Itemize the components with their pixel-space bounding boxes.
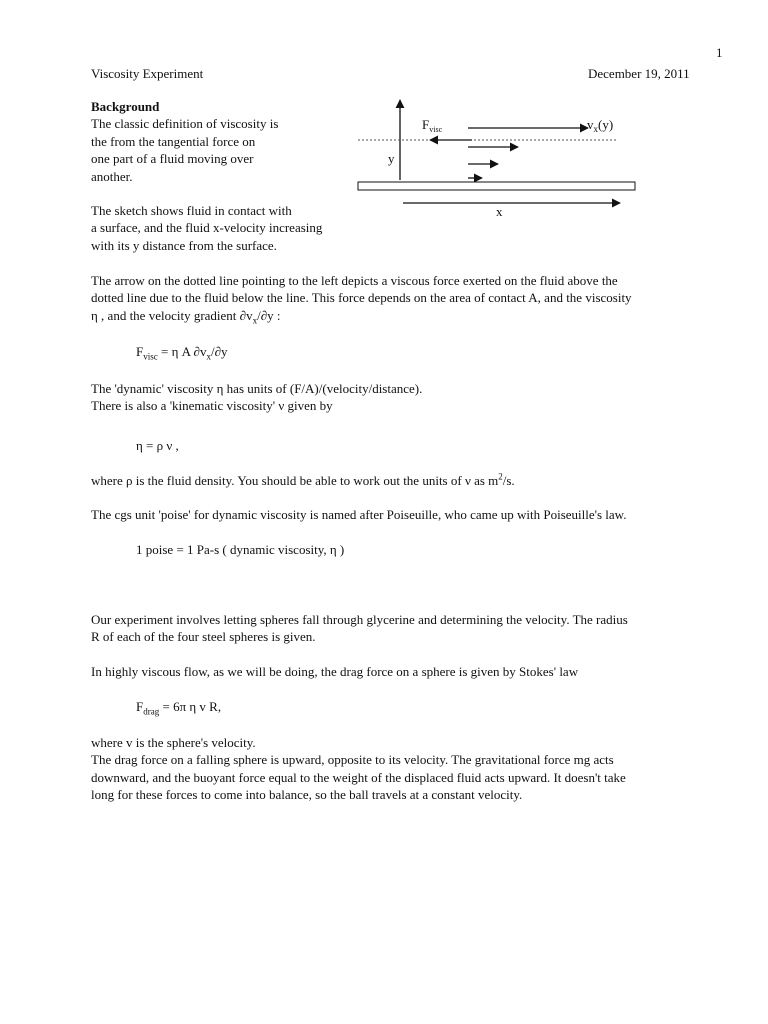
viscosity-sketch — [350, 90, 650, 225]
force-label: $F_{visc}$ — [422, 117, 443, 134]
paragraph-line: downward, and the buoyant force equal to the weight of the displaced fluid acts upward. It doesn't take — [91, 769, 626, 785]
equation-drag: $F_{drag} = 6\pi$ η v R, — [136, 699, 222, 717]
surface-plate — [358, 182, 635, 190]
sketch-line: a surface, and the fluid x-velocity increasing — [91, 220, 323, 236]
intro-line: one part of a fluid moving over — [91, 151, 254, 167]
paragraph-line: There is also a 'kinematic viscosity' ν given by — [91, 398, 333, 414]
background-section — [91, 98, 278, 185]
intro-line: The classic definition of viscosity is — [91, 116, 279, 132]
equation-viscous-force: $F_{visc} = \eta$ A $\partial v_x/\partial y$ — [136, 344, 228, 362]
paragraph-line: The arrow on the dotted line pointing to the left depicts a viscous force exerted on the fluid above the — [91, 273, 618, 288]
poise-definition: 1 poise = 1 Pa-s ( dynamic viscosity, η ) — [136, 542, 345, 557]
experiment-paragraph — [91, 611, 628, 646]
stokes-law-line: In highly viscous flow, as we will be doing, the drag force on a sphere is given by Stokes' law — [91, 664, 579, 679]
intro-line: the from the tangential force on — [91, 133, 256, 149]
sketch-description — [91, 202, 322, 254]
density-line: where ρ is the fluid density. You should be able to work out the units of ν as $m^2/s$. — [91, 471, 515, 488]
final-paragraph — [91, 734, 626, 804]
document-title: Viscosity Experiment — [91, 66, 204, 81]
dynamic-viscosity-paragraph — [91, 380, 422, 415]
y-axis-label: y — [388, 151, 395, 166]
document-date: December 19, 2011 — [588, 66, 690, 81]
paragraph-line: The 'dynamic' viscosity η has units of (F/A)/(velocity/distance). — [91, 381, 423, 396]
paragraph-line: dotted line due to the fluid below the line. This force depends on the area of contact A, and the viscosity — [91, 290, 632, 306]
cgs-unit-line: The cgs unit 'poise' for dynamic viscosity is named after Poiseuille, who came up with Poiseuille's law. — [91, 507, 627, 522]
sketch-line: with its y distance from the surface. — [91, 237, 277, 253]
equation-kinematic: η = ρ ν , — [136, 438, 179, 453]
intro-line: another. — [91, 168, 133, 184]
paragraph-line: long for these forces to come into balance, so the ball travels at a constant velocity. — [91, 787, 523, 803]
x-axis-label: x — [496, 204, 503, 219]
paragraph-line: where v is the sphere's velocity. — [91, 735, 256, 750]
paragraph-line: The drag force on a falling sphere is upward, opposite to its velocity. The gravitational force mg acts — [91, 752, 614, 768]
section-heading: Background — [91, 99, 160, 114]
sketch-line: The sketch shows fluid in contact with — [91, 203, 292, 218]
paragraph-line: R of each of the four steel spheres is given. — [91, 629, 316, 645]
page-number: 1 — [716, 45, 723, 60]
velocity-label: $v_x(y)$ — [587, 117, 614, 134]
paragraph-line: Our experiment involves letting spheres fall through glycerine and determining the velocity. The radius — [91, 612, 628, 627]
arrow-paragraph — [91, 272, 632, 324]
paragraph-line: η , and the velocity gradient $\partial v_x/\partial y$ : — [91, 307, 281, 326]
